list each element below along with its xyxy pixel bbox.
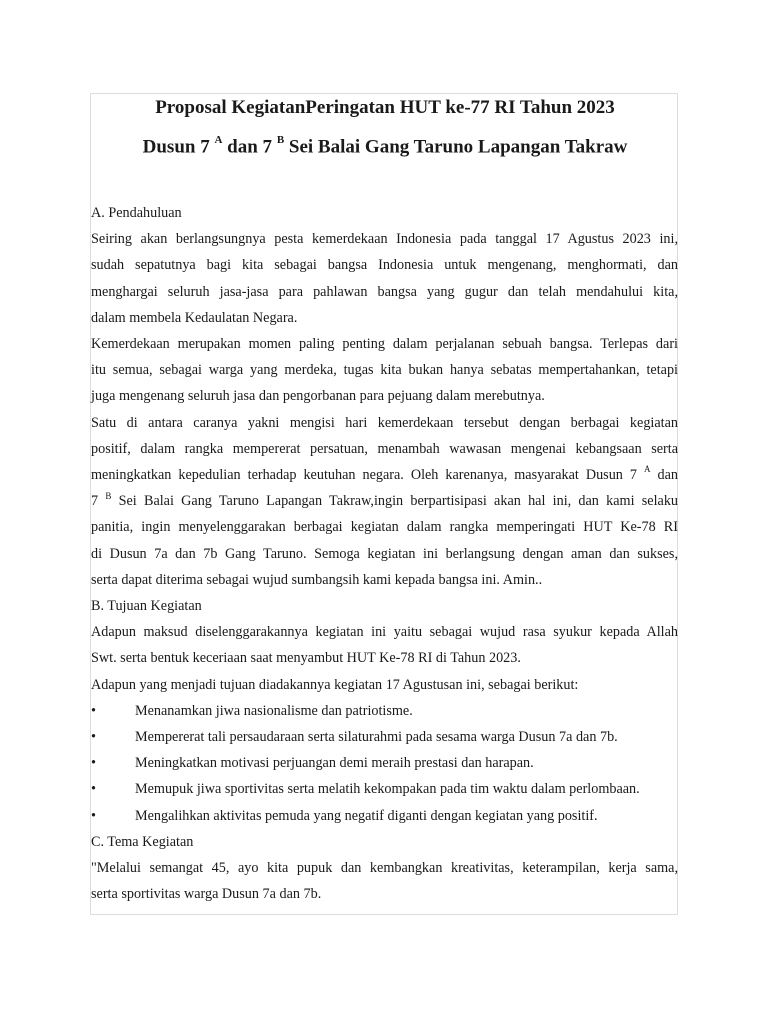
list-item [91, 724, 678, 750]
superscript-b: B [105, 490, 112, 501]
text-line: panitia, ingin menyelenggarakan berbagai kegiatan dalam rangka memperingati HUT Ke-78 RI [91, 519, 678, 536]
subtitle-part-3: Sei Balai Gang Taruno Lapangan Takraw [284, 136, 628, 158]
bullet-icon: • [91, 807, 96, 824]
text-line: di Dusun 7a dan 7b Gang Taruno. Semoga kegiatan ini berlangsung dengan aman dan sukses, [91, 545, 678, 562]
text-line: Kemerdekaan merupakan momen paling penting dalam perjalanan sebuah bangsa. Terlepas dari [91, 336, 678, 353]
subtitle-part-1: Dusun 7 [142, 136, 215, 158]
section-a-paragraph-3 [91, 410, 678, 593]
list-item-text: Menanamkan jiwa nasionalisme dan patriotisme. [135, 702, 413, 719]
text-line: "Melalui semangat 45, ayo kita pupuk dan kembangkan kreativitas, keterampilan, kerja sama, [91, 860, 678, 877]
document-page [90, 93, 678, 915]
text-line: menghargai seluruh jasa-jasa para pahlawan bangsa yang gugur dan telah mendahului kita, [91, 283, 678, 300]
section-b-paragraph-1 [91, 619, 678, 671]
text-line: itu semua, sebagai warga yang merdeka, tugas kita bukan hanya sebatas mempertahankan, tetapi [91, 362, 678, 379]
text-line-with-superscript [91, 462, 678, 488]
list-item [91, 776, 678, 802]
section-c-paragraph-1 [91, 855, 678, 907]
text-fragment: 7 [91, 493, 99, 510]
section-c-heading: C. Tema Kegiatan [91, 833, 194, 850]
text-line-with-superscript [91, 488, 678, 514]
text-line: dalam membela Kedaulatan Negara. [91, 309, 298, 326]
bullet-icon: • [91, 781, 96, 798]
subtitle-part-2: dan 7 [222, 136, 277, 158]
bullet-icon: • [91, 702, 96, 719]
list-item-text: Mengalihkan aktivitas pemuda yang negatif diganti dengan kegiatan yang positif. [135, 807, 598, 824]
goals-list [91, 698, 678, 829]
text-fragment: Sei Balai Gang Taruno Lapangan Takraw,ingin berpartisipasi akan hal ini, dan kami selaku [118, 493, 679, 510]
list-item [91, 698, 678, 724]
list-item [91, 750, 678, 776]
text-line: Seiring akan berlangsungnya pesta kemerdekaan Indonesia pada tanggal 17 Agustus 2023 ini, [91, 231, 678, 248]
list-item-text: Mempererat tali persaudaraan serta silaturahmi pada sesama warga Dusun 7a dan 7b. [135, 729, 618, 746]
list-item [91, 803, 678, 829]
bullet-icon: • [91, 729, 96, 746]
document-body [91, 200, 678, 907]
text-fragment: meningkatkan kepedulian terhadap keutuhan negara. Oleh karenanya, masyarakat Dusun 7 [91, 467, 637, 484]
section-b-intro: Adapun yang menjadi tujuan diadakannya kegiatan 17 Agustusan ini, sebagai berikut: [91, 676, 579, 693]
text-line: sudah sepatutnya bagi kita sebagai bangsa Indonesia untuk mengenang, menghormati, dan [91, 257, 678, 274]
text-line: Swt. serta bentuk keceriaan saat menyambut HUT Ke-78 RI di Tahun 2023. [91, 650, 521, 667]
list-item-text: Meningkatkan motivasi perjuangan demi meraih prestasi dan harapan. [135, 755, 534, 772]
text-line: Satu di antara caranya yakni mengisi hari kemerdekaan tersebut dengan berbagai kegiatan [91, 414, 678, 431]
document-title: Proposal KegiatanPeringatan HUT ke-77 RI Tahun 2023 [155, 97, 615, 118]
text-line: positif, dalam rangka mempererat persatuan, menambah wawasan mengenai kebangsaan serta [91, 440, 678, 457]
section-b-heading: B. Tujuan Kegiatan [91, 598, 202, 615]
section-a-heading: A. Pendahuluan [91, 205, 182, 221]
section-a-paragraph-1 [91, 226, 678, 331]
subtitle-sup-a: A [214, 134, 223, 146]
section-a-paragraph-2 [91, 331, 678, 410]
list-item-text: Memupuk jiwa sportivitas serta melatih kekompakan pada tim waktu dalam perlombaan. [135, 781, 640, 798]
text-line: serta dapat diterima sebagai wujud sumbangsih kami kepada bangsa ini. Amin.. [91, 571, 543, 588]
superscript-a: A [644, 464, 651, 475]
text-line: serta sportivitas warga Dusun 7a dan 7b. [91, 886, 322, 903]
text-fragment: dan [657, 467, 679, 484]
document-subtitle [91, 130, 679, 159]
subtitle-sup-b: B [276, 134, 285, 146]
text-line: Adapun maksud diselenggarakannya kegiatan ini yaitu sebagai wujud rasa syukur kepada Allah [91, 624, 678, 641]
bullet-icon: • [91, 755, 96, 772]
text-line: juga mengenang seluruh jasa dan pengorbanan para pejuang dalam merebutnya. [91, 388, 545, 405]
